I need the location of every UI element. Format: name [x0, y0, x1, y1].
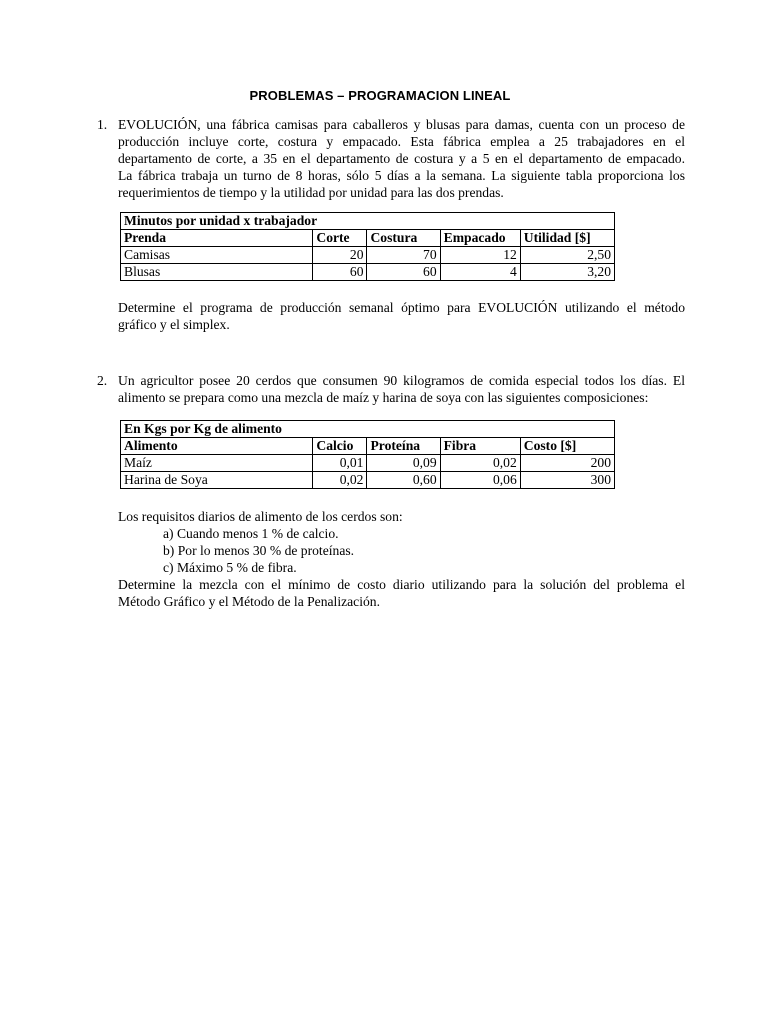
- table-cell: 60: [367, 264, 440, 281]
- table-cell: 0,02: [313, 472, 367, 489]
- table-cell: 20: [313, 247, 367, 264]
- question-line: gráfico y el simplex.: [118, 317, 230, 332]
- requirements-intro: Los requisitos diarios de alimento de los cerdos son:: [118, 509, 403, 524]
- minutes-table: [120, 212, 615, 281]
- problem-1-question: [118, 299, 685, 333]
- table-cell: 60: [313, 264, 367, 281]
- problem-2-line: alimento se prepara como una mezcla de maíz y harina de soya con las siguientes composiciones:: [118, 390, 649, 405]
- column-header: Calcio: [313, 438, 367, 455]
- column-header: Prenda: [121, 230, 313, 247]
- table-cell: 0,06: [440, 472, 520, 489]
- table-cell: 3,20: [520, 264, 614, 281]
- table-cell: 2,50: [520, 247, 614, 264]
- column-header: Empacado: [440, 230, 520, 247]
- page-title: PROBLEMAS – PROGRAMACION LINEAL: [249, 88, 511, 103]
- table-cell: Harina de Soya: [121, 472, 313, 489]
- problem-1-line: La fábrica trabaja un turno de 8 horas, sólo 5 días a la semana. La siguiente tabla proporciona los: [118, 168, 685, 183]
- column-header: Fibra: [440, 438, 520, 455]
- requirement-item: b) Por lo menos 30 % de proteínas.: [163, 543, 355, 558]
- question-line: Determine la mezcla con el mínimo de costo diario utilizando para la solución del problema el: [118, 577, 685, 592]
- column-header: Corte: [313, 230, 367, 247]
- table-row: [121, 264, 615, 281]
- problem-2-line: Un agricultor posee 20 cerdos que consumen 90 kilogramos de comida especial todos los días. El: [118, 373, 685, 388]
- table-caption-row: [121, 213, 615, 230]
- problem-1-statement: [118, 116, 685, 201]
- question-line: Método Gráfico y el Método de la Penalización.: [118, 594, 380, 609]
- table-cell: 0,09: [367, 455, 440, 472]
- table-cell: 4: [440, 264, 520, 281]
- table-cell: 0,01: [313, 455, 367, 472]
- question-line: Determine el programa de producción semanal óptimo para EVOLUCIÓN utilizando el método: [118, 300, 685, 315]
- problem-1-line: requerimientos de tiempo y la utilidad por unidad para las dos prendas.: [118, 185, 504, 200]
- table-row: [121, 472, 615, 489]
- table-caption-row: [121, 421, 615, 438]
- feed-composition-table: [120, 420, 615, 489]
- column-header: Costura: [367, 230, 440, 247]
- requirement-item: a) Cuando menos 1 % de calcio.: [163, 526, 339, 541]
- problem-2-requirements: [118, 508, 685, 610]
- problem-1-line: departamento de corte, a 35 en el departamento de costura y a 5 en el departamento de empacado.: [118, 151, 685, 166]
- table-row: [121, 247, 615, 264]
- column-header: Proteína: [367, 438, 440, 455]
- requirement-item: c) Máximo 5 % de fibra.: [163, 560, 297, 575]
- table-cell: Camisas: [121, 247, 313, 264]
- problem-1-line: producción incluye corte, costura y empacado. Esta fábrica emplea a 25 trabajadores en el: [118, 134, 685, 149]
- table-caption: Minutos por unidad x trabajador: [121, 213, 615, 230]
- problem-2-statement: [118, 372, 685, 406]
- table-cell: 0,60: [367, 472, 440, 489]
- problem-1-line: EVOLUCIÓN, una fábrica camisas para caballeros y blusas para damas, cuenta con un proceso de: [118, 117, 685, 132]
- table-cell: 12: [440, 247, 520, 264]
- table-cell: 200: [520, 455, 614, 472]
- table-row: [121, 455, 615, 472]
- column-header: Alimento: [121, 438, 313, 455]
- table-caption: En Kgs por Kg de alimento: [121, 421, 615, 438]
- table-cell: 0,02: [440, 455, 520, 472]
- table-cell: Maíz: [121, 455, 313, 472]
- table-cell: 300: [520, 472, 614, 489]
- problem-2-number: 2.: [97, 373, 108, 388]
- table-header-row: [121, 230, 615, 247]
- table-cell: Blusas: [121, 264, 313, 281]
- column-header: Utilidad [$]: [520, 230, 614, 247]
- table-header-row: [121, 438, 615, 455]
- table-cell: 70: [367, 247, 440, 264]
- column-header: Costo [$]: [520, 438, 614, 455]
- problem-1-number: 1.: [97, 117, 108, 132]
